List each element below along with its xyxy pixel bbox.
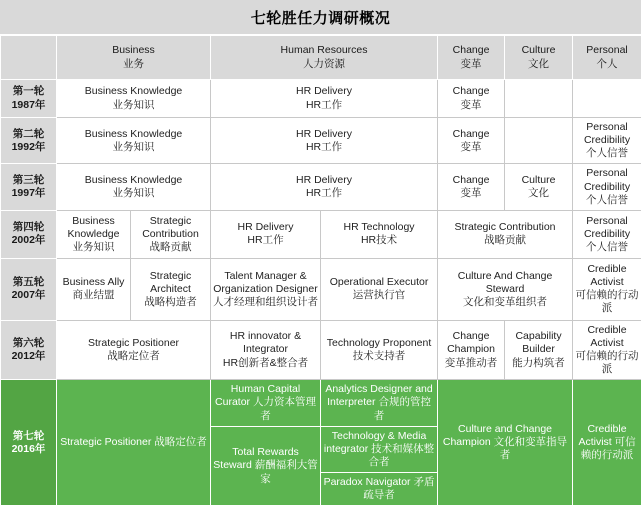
header-business: Business 业务 [57, 36, 211, 80]
cell-r1-hr: HR Delivery HR工作 [211, 80, 438, 118]
header-human-resources: Human Resources 人力资源 [211, 36, 438, 80]
cell-r1-personal [573, 80, 641, 118]
cell-r5-credible-activist: Credible Activist 可信赖的行动派 [573, 258, 641, 320]
cell-r3-change: Change 变革 [438, 164, 505, 210]
cell-r7-human-capital-curator: Human Capital Curator 人力资本管理者 [211, 380, 321, 426]
cell-r1-culture [505, 80, 573, 118]
cell-r7-strategic-positioner: Strategic Positioner 战略定位者 [57, 380, 211, 506]
row-label-round-5: 第五轮 2007年 [1, 258, 57, 320]
cell-r6-technology-proponent: Technology Proponent 技术支持者 [321, 320, 438, 380]
row-label-round-3: 第三轮 1997年 [1, 164, 57, 210]
cell-r3-personal: Personal Credibility 个人信誉 [573, 164, 641, 210]
cell-r7-analytics-designer: Analytics Designer and Interpreter 合规的管控者 [321, 380, 438, 426]
table-row [1, 118, 641, 164]
cell-r5-business-ally: Business Ally 商业结盟 [57, 258, 131, 320]
cell-r4-hr-delivery: HR Delivery HR工作 [211, 210, 321, 258]
cell-r1-change: Change 变革 [438, 80, 505, 118]
row-label-round-2: 第二轮 1992年 [1, 118, 57, 164]
cell-r4-hr-technology: HR Technology HR技术 [321, 210, 438, 258]
competency-matrix-table [0, 35, 641, 506]
cell-r7-culture-change-champion: Culture and Change Champion 文化和变革指导者 [438, 380, 573, 506]
header-change: Change 变革 [438, 36, 505, 80]
table-row [1, 320, 641, 380]
cell-r3-business: Business Knowledge 业务知识 [57, 164, 211, 210]
cell-r5-operational-executor: Operational Executor 运营执行官 [321, 258, 438, 320]
cell-r4-personal: Personal Credibility 个人信誉 [573, 210, 641, 258]
row-label-round-1: 第一轮 1987年 [1, 80, 57, 118]
table-row [1, 210, 641, 258]
cell-r7-credible-activist: Credible Activist 可信赖的行动派 [573, 380, 641, 506]
header-culture: Culture 文化 [505, 36, 573, 80]
cell-r5-culture-change-steward: Culture And Change Steward 文化和变革组织者 [438, 258, 573, 320]
table-row [1, 164, 641, 210]
cell-r4-change-culture: Strategic Contribution 战略贡献 [438, 210, 573, 258]
cell-r6-hr-innovator: HR innovator & Integrator HR创新者&整合者 [211, 320, 321, 380]
row-label-round-6: 第六轮 2012年 [1, 320, 57, 380]
row-label-round-4: 第四轮 2002年 [1, 210, 57, 258]
page-title: 七轮胜任力调研概况 [250, 9, 391, 27]
cell-r2-culture [505, 118, 573, 164]
cell-r2-personal: Personal Credibility 个人信誉 [573, 118, 641, 164]
cell-r4-strategic-contribution: Strategic Contribution 战略贡献 [131, 210, 211, 258]
cell-r2-hr: HR Delivery HR工作 [211, 118, 438, 164]
header-personal: Personal 个人 [573, 36, 641, 80]
table-header-row [1, 36, 641, 80]
row-label-round-7: 第七轮 2016年 [1, 380, 57, 506]
cell-r7-total-rewards-steward: Total Rewards Steward 薪酬福利大管家 [211, 426, 321, 506]
cell-r6-strategic-positioner: Strategic Positioner 战略定位者 [57, 320, 211, 380]
cell-r1-business: Business Knowledge 业务知识 [57, 80, 211, 118]
table-row [1, 258, 641, 320]
cell-r6-credible-activist: Credible Activist 可信赖的行动派 [573, 320, 641, 380]
cell-r2-change: Change 变革 [438, 118, 505, 164]
cell-r5-talent-manager: Talent Manager & Organization Designer 人才经理和组织设计者 [211, 258, 321, 320]
cell-r7-paradox-navigator: Paradox Navigator 矛盾疏导者 [321, 473, 438, 506]
cell-r3-hr: HR Delivery HR工作 [211, 164, 438, 210]
cell-r4-business-knowledge: Business Knowledge 业务知识 [57, 210, 131, 258]
cell-r2-business: Business Knowledge 业务知识 [57, 118, 211, 164]
cell-r5-strategic-architect: Strategic Architect 战略构造者 [131, 258, 211, 320]
table-row [1, 80, 641, 118]
header-corner-cell [1, 36, 57, 80]
table-row [1, 380, 641, 426]
cell-r3-culture: Culture 文化 [505, 164, 573, 210]
cell-r6-change-champion: Change Champion 变革推动者 [438, 320, 505, 380]
cell-r7-technology-media-integrator: Technology & Media integrator 技术和媒体整合者 [321, 426, 438, 472]
page-title-bar [0, 0, 641, 35]
cell-r6-capability-builder: Capability Builder 能力构筑者 [505, 320, 573, 380]
